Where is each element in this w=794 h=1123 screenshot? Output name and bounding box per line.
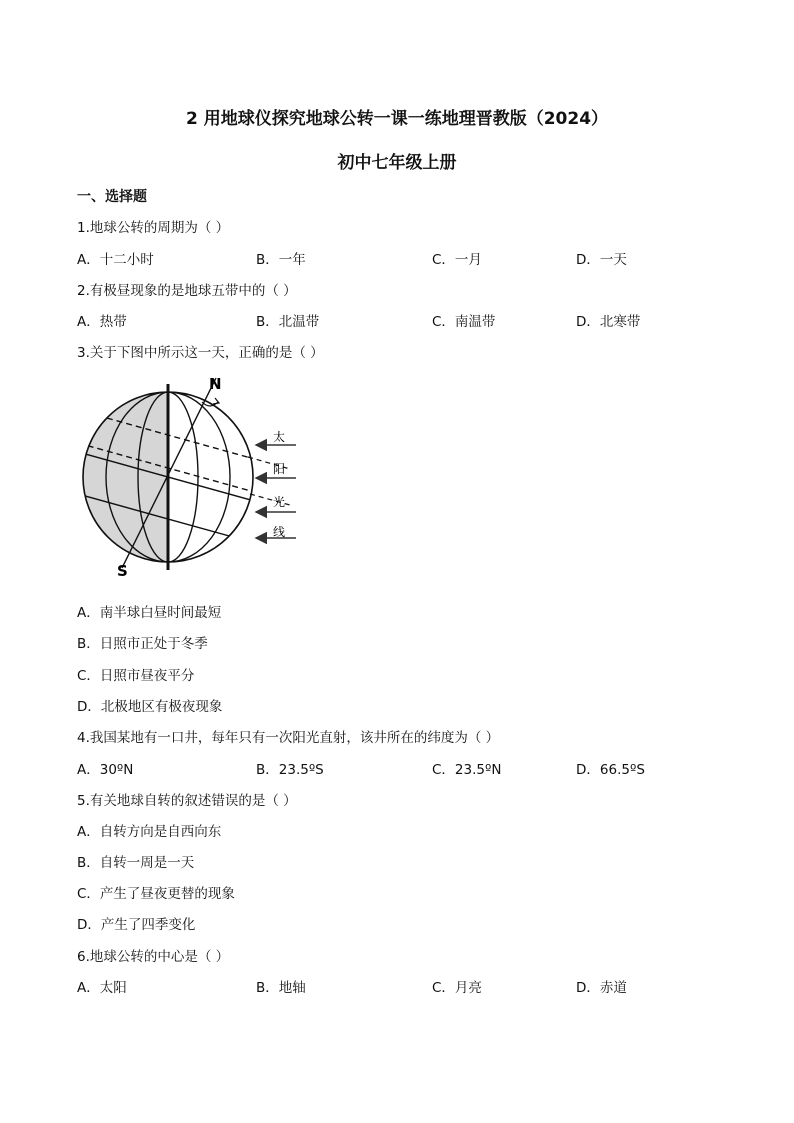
question-1-stem: 1.地球公转的周期为（ ） [77, 220, 230, 236]
question-3-stem: 3.关于下图中所示这一天，正确的是（ ） [77, 345, 324, 361]
question-5-option-c[interactable]: C．产生了昼夜更替的现象 [77, 886, 235, 902]
south-pole-label: S [117, 562, 128, 580]
sunlight-label-char: 太 [273, 430, 286, 444]
question-4-option-b[interactable]: B．23.5ºS [256, 762, 324, 778]
question-6-option-d[interactable]: D．赤道 [576, 980, 627, 996]
question-2-stem: 2.有极昼现象的是地球五带中的（ ） [77, 283, 297, 299]
question-1-option-b[interactable]: B．一年 [256, 252, 306, 268]
question-6-option-a[interactable]: A．太阳 [77, 980, 127, 996]
question-1-option-d[interactable]: D．一天 [576, 252, 627, 268]
section-heading: 一、选择题 [77, 189, 147, 205]
question-1-option-c[interactable]: C．一月 [432, 252, 482, 268]
question-5-stem: 5.有关地球自转的叙述错误的是（ ） [77, 793, 297, 809]
question-5-option-a[interactable]: A．自转方向是自西向东 [77, 824, 222, 840]
question-4-option-a[interactable]: A．30ºN [77, 762, 134, 778]
question-5-option-b[interactable]: B．自转一周是一天 [77, 855, 195, 871]
sunlight-label-char: 阳 [273, 462, 286, 476]
question-5-option-d[interactable]: D．产生了四季变化 [77, 917, 196, 933]
question-4-option-c[interactable]: C．23.5ºN [432, 762, 502, 778]
document-title: 2 用地球仪探究地球公转一课一练地理晋教版（2024） [185, 109, 609, 129]
question-4-stem: 4.我国某地有一口井，每年只有一次阳光直射，该井所在的纬度为（ ） [77, 730, 500, 746]
question-3-option-a[interactable]: A．南半球白昼时间最短 [77, 605, 222, 621]
question-2-option-c[interactable]: C．南温带 [432, 314, 496, 330]
question-4-option-d[interactable]: D．66.5ºS [576, 762, 645, 778]
question-3-option-c[interactable]: C．日照市昼夜平分 [77, 668, 195, 684]
question-6-stem: 6.地球公转的中心是（ ） [77, 949, 230, 965]
question-2-option-a[interactable]: A．热带 [77, 314, 127, 330]
sunlight-label-char: 线 [273, 525, 286, 539]
question-2-option-d[interactable]: D．北寒带 [576, 314, 641, 330]
sunlight-label-char: 光 [273, 495, 286, 509]
question-1-option-a[interactable]: A．十二小时 [77, 252, 154, 268]
question-3-option-d[interactable]: D．北极地区有极夜现象 [77, 699, 223, 715]
question-2-option-b[interactable]: B．北温带 [256, 314, 320, 330]
night-side-shading [78, 372, 168, 582]
question-6-option-b[interactable]: B．地轴 [256, 980, 306, 996]
question-6-option-c[interactable]: C．月亮 [432, 980, 482, 996]
globe-illumination-figure [78, 372, 308, 582]
document-subtitle: 初中七年级上册 [337, 153, 457, 173]
question-3-option-b[interactable]: B．日照市正处于冬季 [77, 636, 208, 652]
north-pole-label: N [209, 375, 222, 393]
